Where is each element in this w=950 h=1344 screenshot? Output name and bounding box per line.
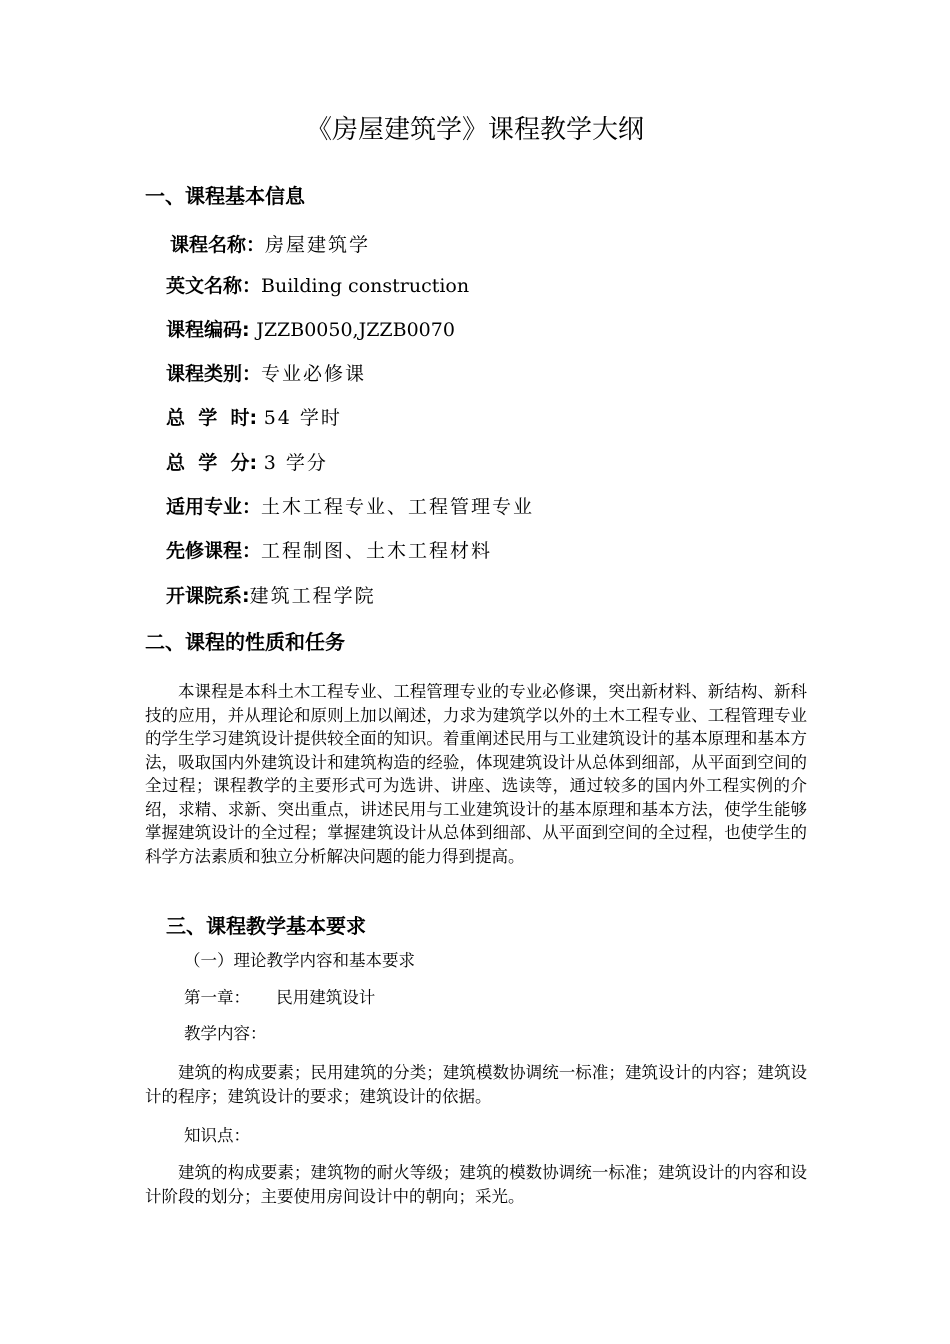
info-value: 房屋建筑学 — [265, 234, 371, 256]
info-row-course-category — [166, 360, 366, 388]
info-row-applicable-majors — [166, 493, 534, 521]
sub-heading-theory: （一）理论教学内容和基本要求 — [184, 951, 415, 970]
document-title: 《房屋建筑学》课程教学大纲 — [305, 115, 644, 145]
info-label: 课程类别： — [166, 363, 262, 385]
info-value: Building construction — [261, 275, 470, 297]
info-row-english-name — [166, 272, 469, 300]
chapter-title: 第一章： 民用建筑设计 — [184, 988, 376, 1007]
info-value: 工程制图、土木工程材料 — [261, 540, 493, 562]
info-row-prerequisites — [166, 537, 492, 565]
content-paragraph: 建筑的构成要素；民用建筑的分类；建筑模数协调统一标准；建筑设计的内容；建筑设计的程序；建筑设计的要求；建筑设计的依据。 — [145, 1063, 807, 1106]
nature-tasks-paragraph: 本课程是本科土木工程专业、工程管理专业的专业必修课，突出新材料、新结构、新科技的应用，并从理论和原则上加以阐述，力求为建筑学以外的土木工程专业、工程管理专业的学生学习建筑设计提供较全面的知识。着重阐述民用与工业建筑设计的基本原理和基本方法，吸取国内外建筑设计和建筑构造的经验，体现建筑设计从总体到细部，从平面到空间的全过程；课程教学的主要形式可为选讲、讲座、选读等，通过较多的国内外工程实例的介绍，求精、求新、突出重点，讲述民用与工业建筑设计的基本原理和基本方法，使学生能够掌握建筑设计的全过程；掌握建筑设计从总体到细部、从平面到空间的全过程，也使学生的科学方法素质和独立分析解决问题的能力得到提高。 — [145, 682, 807, 866]
info-row-department — [166, 582, 376, 610]
info-row-course-code — [166, 316, 455, 344]
section-heading-basic-info: 一、课程基本信息 — [145, 184, 305, 208]
info-row-total-hours — [166, 404, 342, 432]
info-label: 适用专业： — [166, 496, 262, 518]
info-row-total-credits — [166, 449, 328, 477]
info-value: 专业必修课 — [261, 363, 367, 385]
info-label: 课程编码: — [166, 319, 257, 341]
info-value: JZZB0050,JZZB0070 — [256, 319, 455, 341]
content-label: 教学内容： — [184, 1024, 267, 1043]
knowledge-points-label: 知识点： — [184, 1126, 250, 1145]
info-value: 54 学时 — [263, 407, 342, 429]
info-label: 课程名称： — [170, 234, 266, 256]
info-label: 总 学 时: — [166, 407, 264, 429]
info-label: 总 学 分: — [166, 452, 264, 474]
info-label: 英文名称： — [166, 275, 262, 297]
info-value: 土木工程专业、工程管理专业 — [261, 496, 535, 518]
info-label: 开课院系: — [166, 585, 250, 607]
info-value: 3 学分 — [263, 452, 328, 474]
info-value: 建筑工程学院 — [249, 585, 376, 607]
knowledge-points-paragraph: 建筑的构成要素；建筑物的耐火等级；建筑的模数协调统一标准；建筑设计的内容和设计阶段的划分；主要使用房间设计中的朝向；采光。 — [145, 1163, 807, 1206]
section-heading-requirements: 三、课程教学基本要求 — [166, 914, 366, 938]
section-heading-nature-tasks: 二、课程的性质和任务 — [145, 630, 345, 654]
info-row-course-name — [170, 231, 370, 259]
info-label: 先修课程： — [166, 540, 262, 562]
